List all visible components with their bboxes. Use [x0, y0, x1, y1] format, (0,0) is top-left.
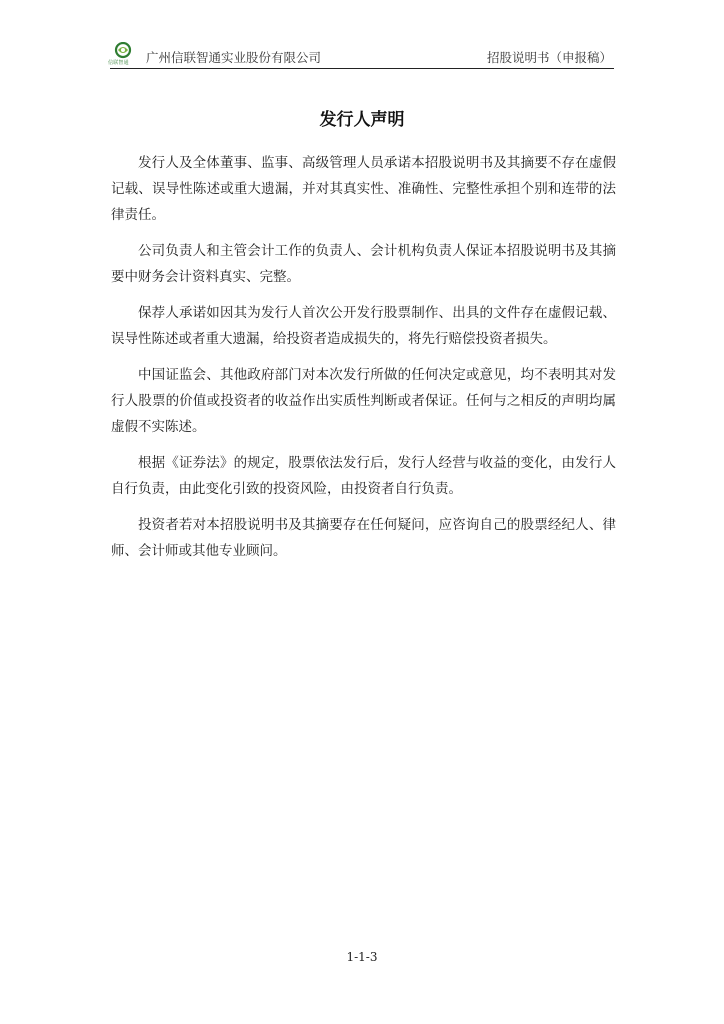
page-title: 发行人声明	[319, 110, 405, 130]
page-number: 1-1-3	[346, 950, 378, 964]
logo-emblem-icon	[110, 42, 136, 60]
paragraph: 发行人及全体董事、监事、高级管理人员承诺本招股说明书及其摘要不存在虚假记载、误导性陈述或重大遗漏，并对其真实性、准确性、完整性承担个别和连带的法律责任。	[111, 155, 616, 223]
paragraph: 根据《证券法》的规定，股票依法发行后，发行人经营与收益的变化，由发行人自行负责，由此变化引致的投资风险，由投资者自行负责。	[111, 455, 616, 497]
company-name: 广州信联智通实业股份有限公司	[146, 50, 322, 65]
paragraph: 公司负责人和主管会计工作的负责人、会计机构负责人保证本招股说明书及其摘要中财务会计资料真实、完整。	[111, 243, 616, 285]
page-header	[110, 42, 614, 69]
document-type: 招股说明书（申报稿）	[486, 50, 612, 65]
paragraph: 保荐人承诺如因其为发行人首次公开发行股票制作、出具的文件存在虚假记载、误导性陈述或者重大遗漏，给投资者造成损失的，将先行赔偿投资者损失。	[111, 305, 616, 347]
declaration-body	[111, 150, 616, 574]
logo-caption: 信联智通	[108, 60, 129, 66]
paragraph: 投资者若对本招股说明书及其摘要存在任何疑问，应咨询自己的股票经纪人、律师、会计师或其他专业顾问。	[111, 517, 616, 559]
paragraph: 中国证监会、其他政府部门对本次发行所做的任何决定或意见，均不表明其对发行人股票的价值或投资者的收益作出实质性判断或者保证。任何与之相反的声明均属虚假不实陈述。	[111, 367, 616, 435]
company-logo	[110, 42, 136, 66]
